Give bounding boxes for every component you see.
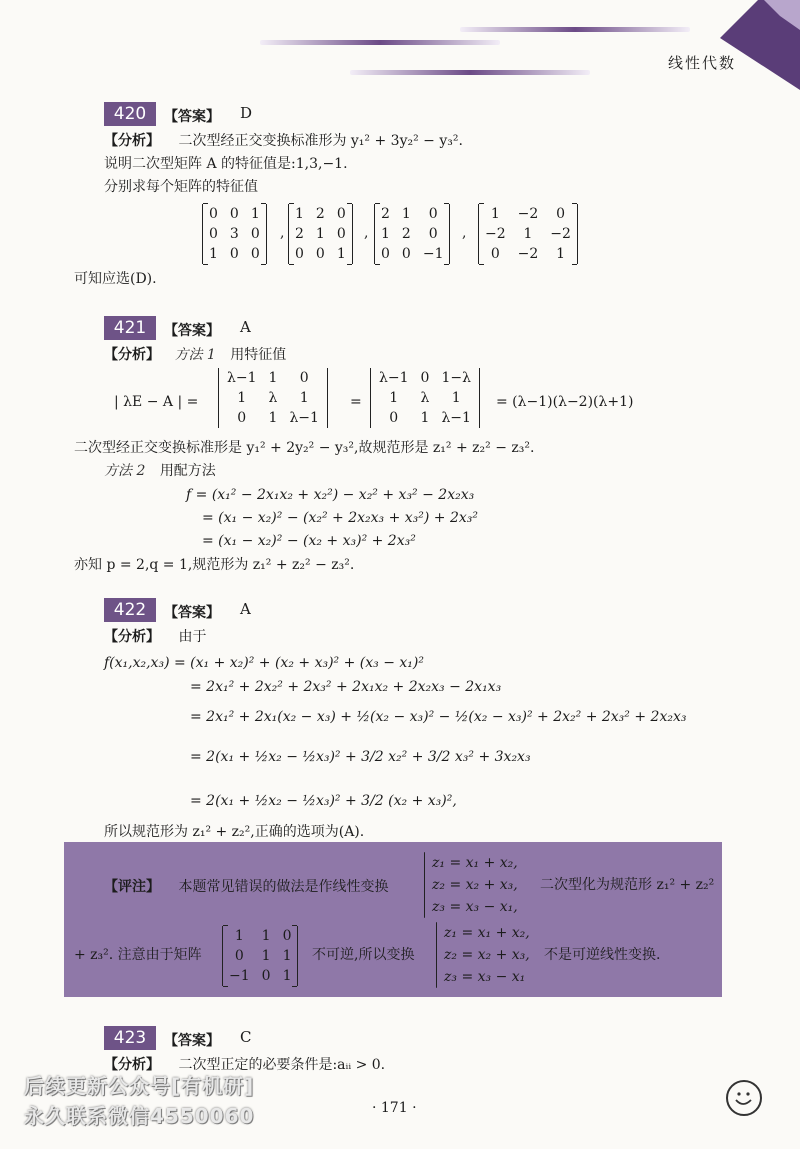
matrix-row (223, 966, 297, 986)
analysis-label: 【分析】 (104, 1057, 160, 1073)
remark-box (64, 842, 722, 997)
matrix-cell: 1 (268, 370, 278, 386)
system-eq: z₃ = x₃ − x₁ (444, 969, 526, 985)
matrix-cell: λ−1 (289, 410, 319, 426)
analysis-label: 【分析】 (104, 347, 160, 363)
answer-value: D (240, 104, 253, 122)
matrix-cell: 0 (420, 370, 430, 386)
matrix-row (289, 224, 352, 244)
matrix-cell: 1 (401, 206, 411, 222)
matrix-cell: 0 (315, 246, 325, 262)
matrix-row (223, 926, 297, 946)
matrix-cell: −2 (550, 226, 571, 242)
text: 本题常见错误的做法是作线性变换 (178, 879, 389, 895)
analysis-label: 【分析】 (104, 629, 160, 645)
equation-line: f(x₁,x₂,x₃) = (x₁ + x₂)² + (x₂ + x₃)² + (x₃ − x₁)² (104, 655, 424, 671)
answer-label: 【答案】 (164, 323, 220, 339)
matrix (222, 926, 298, 986)
matrix-cell: 1−λ (441, 370, 471, 386)
text: + z₃². 注意由于矩阵 (74, 947, 202, 963)
remark-line (104, 878, 388, 896)
matrix-row (375, 224, 449, 244)
matrix-cell: 0 (401, 246, 411, 262)
matrix-row (479, 244, 577, 264)
method-label: 方法 2 (104, 463, 146, 479)
matrix-cell: −1 (229, 968, 250, 984)
matrix-row (221, 408, 325, 428)
watermark-text: 永久联系微信4550060 (24, 1104, 255, 1128)
equation-line: = 2(x₁ + ½x₂ − ½x₃)² + 3/2 (x₂ + x₃)², (190, 793, 457, 809)
answer-value: C (240, 1028, 252, 1046)
matrix-row (375, 244, 449, 264)
matrix-row (223, 946, 297, 966)
header-stripe (260, 40, 500, 45)
text-line: 分别求每个矩阵的特征值 (104, 179, 258, 195)
matrix-cell: 0 (250, 226, 260, 242)
matrix-cell: 1 (420, 410, 430, 426)
matrix-cell: λ (268, 390, 278, 406)
subject-title: 线性代数 (668, 54, 737, 72)
system-eq: z₁ = x₁ + x₂, (444, 925, 530, 941)
matrix-cell: 2 (381, 206, 390, 222)
matrix-cell: λ−1 (227, 370, 257, 386)
matrix-cell: λ (420, 390, 430, 406)
method-line (104, 462, 216, 480)
watermark-text: 后续更新公众号[有机研] (24, 1074, 255, 1098)
matrix-cell: 0 (250, 246, 260, 262)
matrix-cell: 1 (209, 246, 218, 262)
matrix-row (221, 368, 325, 388)
brace (436, 922, 437, 988)
question-number: 422 (104, 598, 156, 622)
matrix-cell: 1 (299, 390, 309, 406)
matrix-option (288, 204, 353, 264)
matrix-cell: 0 (261, 968, 271, 984)
page-number: · 171 · (372, 1100, 417, 1116)
remark-label: 【评注】 (104, 879, 160, 895)
matrix-cell: 3 (229, 226, 239, 242)
matrix-cell: 1 (490, 206, 500, 222)
matrix-cell: 1 (282, 968, 292, 984)
matrix-cell: 1 (389, 390, 399, 406)
matrix-row (373, 368, 477, 388)
matrix-cell: 1 (381, 226, 390, 242)
matrix-row (373, 408, 477, 428)
separator: , (364, 225, 369, 241)
matrix-cell: −2 (517, 246, 539, 262)
matrix-cell: 0 (234, 948, 244, 964)
determinant (370, 368, 480, 428)
matrix-row (203, 244, 266, 264)
equation-line: = 2(x₁ + ½x₂ − ½x₃)² + 3/2 x₂² + 3/2 x₃² + 3x₂x₃ (190, 749, 531, 765)
text: 二次型化为规范形 z₁² + z₂² (540, 877, 715, 893)
analysis-label: 【分析】 (104, 133, 160, 149)
equation-line: = 2x₁² + 2x₂² + 2x₃² + 2x₁x₂ + 2x₂x₃ − 2x₁x₃ (190, 679, 502, 695)
equation-line: = (x₁ − x₂)² − (x₂ + x₃)² + 2x₃² (202, 533, 416, 549)
matrix-cell: 0 (336, 206, 346, 222)
matrix-cell: −2 (517, 206, 539, 222)
conclusion: 所以规范形为 z₁² + z₂²,正确的选项为(A). (104, 824, 365, 840)
matrix-A (202, 204, 267, 264)
answer-value: A (240, 318, 251, 336)
matrix-cell: 0 (428, 206, 438, 222)
matrix-cell: 1 (261, 948, 271, 964)
matrix-cell: 2 (295, 226, 304, 242)
equals: = (350, 394, 362, 410)
matrix-row (203, 204, 266, 224)
matrix-cell: 0 (299, 370, 309, 386)
header-stripe (460, 27, 690, 32)
method-label: 方法 1 (174, 347, 216, 363)
matrix-cell: 0 (490, 246, 500, 262)
header-stripe (350, 70, 590, 75)
matrix-row (479, 204, 577, 224)
conclusion: 可知应选(D). (74, 271, 157, 287)
matrix-cell: 1 (336, 246, 346, 262)
matrix-cell: 1 (268, 410, 278, 426)
analysis-line (104, 628, 206, 646)
matrix-cell: 0 (209, 206, 218, 222)
determinant (218, 368, 328, 428)
equation-line: = (x₁ − x₂)² − (x₂² + 2x₂x₃ + x₃²) + 2x₃² (202, 510, 479, 526)
system-eq: z₁ = x₁ + x₂, (432, 855, 518, 871)
matrix-cell: −2 (485, 226, 506, 242)
text-line: 说明二次型矩阵 A 的特征值是:1,3,−1. (104, 156, 348, 172)
answer-label: 【答案】 (164, 605, 220, 621)
matrix-cell: 0 (381, 246, 390, 262)
text-line: 二次型经正交变换标准形是 y₁² + 2y₂² − y₃²,故规范形是 z₁² + z₂² − z₃². (74, 440, 535, 456)
text: 不是可逆线性变换. (544, 947, 661, 963)
matrix-cell: 0 (556, 206, 566, 222)
brace (424, 852, 425, 918)
text: 二次型经正交变换标准形为 y₁² + 3y₂² − y₃². (178, 133, 463, 149)
matrix-cell: 1 (237, 390, 247, 406)
analysis-line (104, 132, 463, 150)
matrix-cell: λ−1 (379, 370, 409, 386)
corner-triangle-icon (720, 0, 800, 90)
text: 不可逆,所以变换 (312, 947, 415, 963)
matrix-cell: 0 (229, 206, 239, 222)
matrix-cell: 0 (389, 410, 399, 426)
matrix-cell: 1 (556, 246, 566, 262)
separator: , (280, 225, 285, 241)
answer-label: 【答案】 (164, 1033, 220, 1049)
matrix-row (289, 204, 352, 224)
matrix-option (478, 204, 578, 264)
matrix-row (375, 204, 449, 224)
matrix-cell: −1 (422, 246, 444, 262)
system-eq: z₃ = x₃ − x₁, (432, 899, 518, 915)
question-number: 423 (104, 1026, 156, 1050)
det-result: = (λ−1)(λ−2)(λ+1) (496, 394, 634, 410)
matrix-cell: 0 (336, 226, 346, 242)
matrix-option (374, 204, 450, 264)
system-eq: z₂ = x₂ + x₃, (432, 877, 518, 893)
matrix-row (373, 388, 477, 408)
matrix-cell: 1 (234, 928, 244, 944)
answer-label: 【答案】 (164, 109, 220, 125)
matrix-cell: 0 (237, 410, 247, 426)
matrix-cell: 2 (315, 206, 325, 222)
question-number: 420 (104, 102, 156, 126)
text: 用特征值 (230, 347, 287, 363)
question-number: 421 (104, 316, 156, 340)
matrix-cell: 1 (282, 948, 292, 964)
matrix-cell: 1 (451, 390, 461, 406)
det-lhs: | λE − A | = (114, 394, 199, 410)
matrix-row (221, 388, 325, 408)
matrix-cell: 1 (523, 226, 533, 242)
matrix-cell: 1 (261, 928, 271, 944)
matrix-cell: 0 (295, 246, 304, 262)
matrix-cell: 1 (250, 206, 260, 222)
equation-line: f = (x₁² − 2x₁x₂ + x₂²) − x₂² + x₃² − 2x₂x₃ (186, 487, 475, 503)
text: 二次型正定的必要条件是:aᵢᵢ > 0. (178, 1057, 386, 1073)
answer-value: A (240, 600, 251, 618)
matrix-row (203, 224, 266, 244)
smiley-icon (726, 1080, 762, 1116)
system-eq: z₂ = x₂ + x₃, (444, 947, 530, 963)
matrix-row (289, 244, 352, 264)
matrix-cell: 1 (295, 206, 304, 222)
analysis-line (104, 346, 286, 364)
matrix-cell: 0 (282, 928, 292, 944)
text: 由于 (178, 629, 207, 645)
matrix-cell: λ−1 (441, 410, 471, 426)
matrix-cell: 2 (401, 226, 411, 242)
matrix-cell: 1 (315, 226, 325, 242)
matrix-cell: 0 (209, 226, 218, 242)
equation-line: = 2x₁² + 2x₁(x₂ − x₃) + ½(x₂ − x₃)² − ½(x₂ − x₃)² + 2x₂² + 2x₃² + 2x₂x₃ (190, 709, 687, 725)
separator: , (462, 225, 467, 241)
matrix-row (479, 224, 577, 244)
text: 用配方法 (159, 463, 216, 479)
conclusion: 亦知 p = 2,q = 1,规范形为 z₁² + z₂² − z₃². (74, 557, 355, 573)
matrix-cell: 0 (428, 226, 438, 242)
matrix-cell: 0 (229, 246, 239, 262)
